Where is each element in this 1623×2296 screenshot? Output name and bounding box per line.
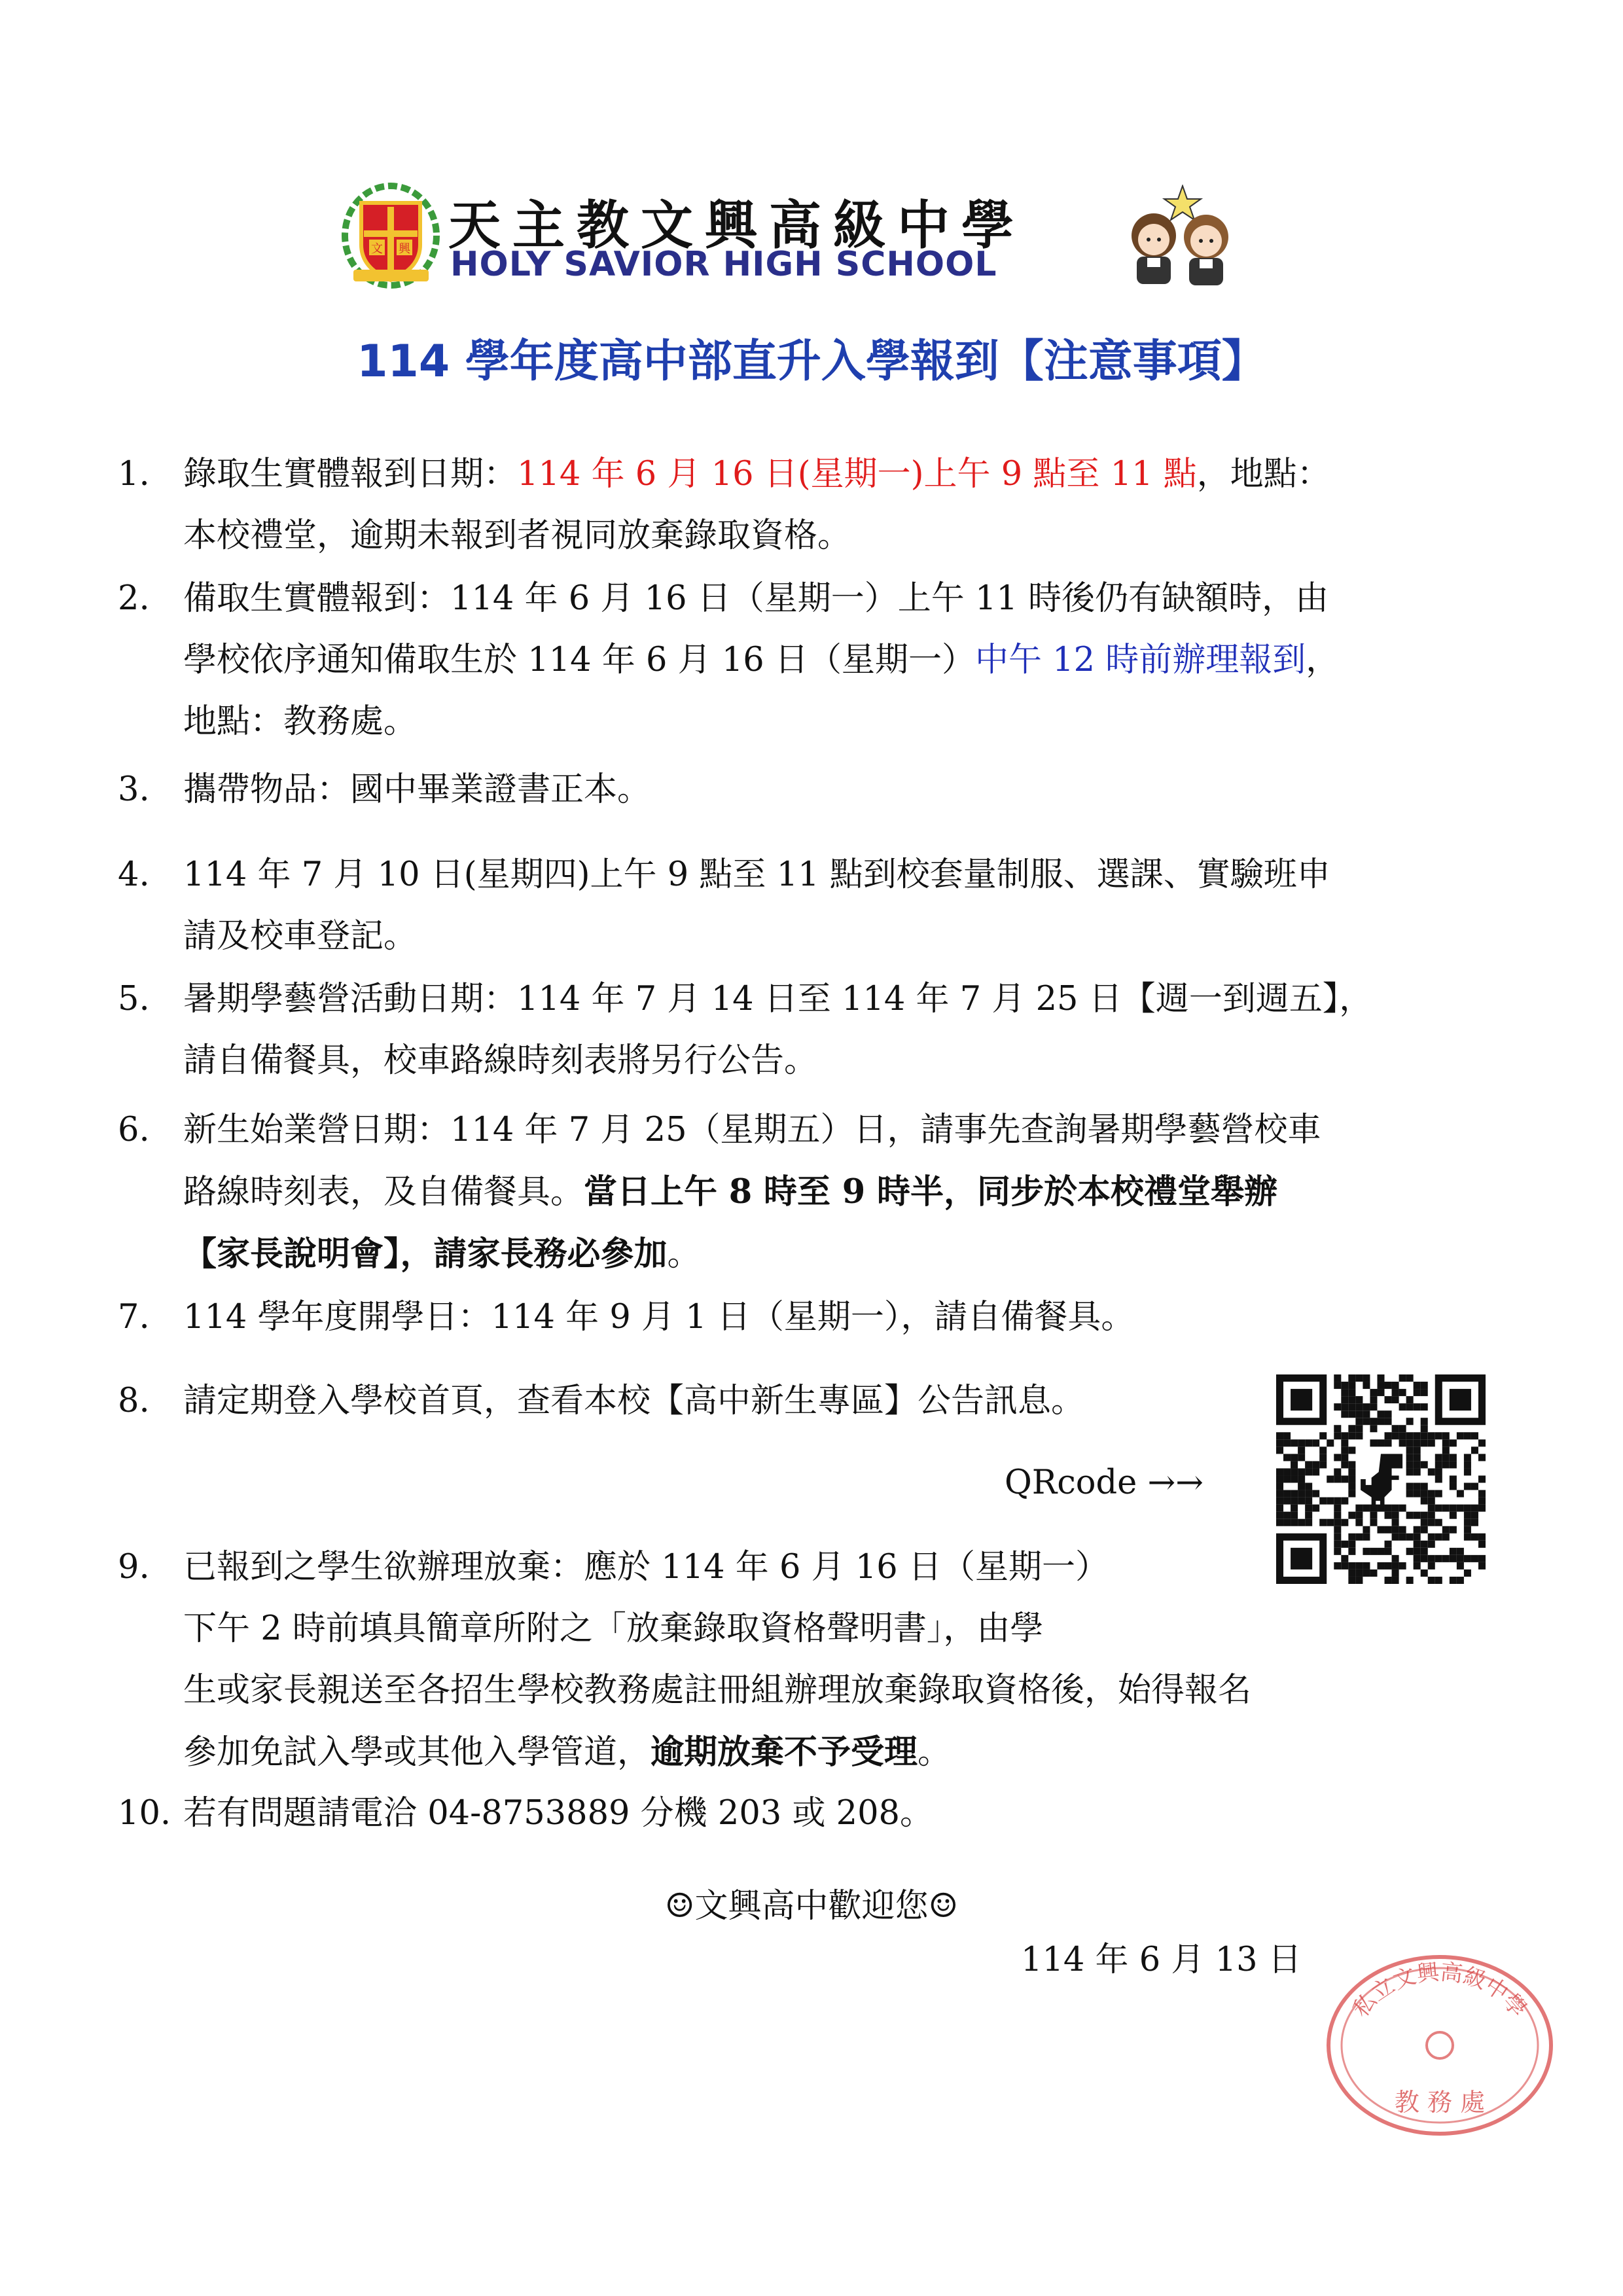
welcome-message: ☺文興高中歡迎您☺ (664, 1887, 959, 1926)
highlight-bold: 【家長說明會】，請家長務必參加 (183, 1234, 668, 1274)
item-text: 錄取生實體報到日期： (183, 455, 518, 493)
item-number: 10. (118, 1794, 171, 1833)
item-text: 。 (667, 1235, 701, 1274)
highlight-bold: 當日上午 8 時至 9 時半，同步於本校禮堂舉辦 (584, 1172, 1278, 1211)
item-number: 5. (118, 980, 150, 1018)
item-text: 。 (918, 1733, 952, 1772)
item-number: 1. (118, 455, 150, 493)
item-text: 暑期學藝營活動日期：114 年 7 月 14 日至 114 年 7 月 25 日【週一到週五】， (183, 980, 1373, 1018)
item-text: 請自備餐具，校車路線時刻表將另行公告。 (183, 1041, 818, 1080)
school-crest-logo (340, 178, 442, 289)
mascot-illustration (1122, 185, 1240, 289)
item-text: ，地點： (1196, 455, 1330, 493)
item-number: 6. (118, 1111, 150, 1149)
item-number: 8. (118, 1382, 150, 1420)
item-number: 7. (118, 1298, 150, 1336)
issue-date: 114 年 6 月 13 日 (1021, 1941, 1302, 1979)
item-number: 3. (118, 770, 150, 809)
item-text: 備取生實體報到：114 年 6 月 16 日（星期一）上午 11 時後仍有缺額時，由 (183, 579, 1329, 618)
item-text: 參加免試入學或其他入學管道， (183, 1733, 651, 1772)
item-text: 新生始業營日期：114 年 7 月 25（星期五）日，請事先查詢暑期學藝營校車 (183, 1111, 1321, 1149)
item-text: 攜帶物品：國中畢業證書正本。 (183, 770, 651, 809)
highlight-date-red: 114 年 6 月 16 日(星期一)上午 9 點至 11 點 (517, 455, 1197, 493)
item-text: 生或家長親送至各招生學校教務處註冊組辦理放棄錄取資格後，始得報名 (183, 1671, 1252, 1710)
item-text: 114 年 7 月 10 日(星期四)上午 9 點至 11 點到校套量制服、選課、實驗班申 (183, 855, 1330, 894)
item-text: 若有問題請電洽 04-8753889 分機 203 或 208。 (183, 1794, 934, 1833)
item-text: ， (1306, 641, 1340, 679)
crest-char-right: 興 (399, 242, 410, 256)
item-text: 請及校車登記。 (183, 917, 418, 956)
crest-char-left: 文 (371, 242, 383, 256)
seal-bottom-text: 教 務 處 (1394, 2088, 1486, 2117)
highlight-time-blue: 中午 12 時前辦理報到 (974, 641, 1306, 679)
item-number: 2. (118, 579, 150, 618)
item-text: 路線時刻表，及自備餐具。 (183, 1173, 584, 1211)
notice-title: 114 學年度高中部直升入學報到【注意事項】 (357, 336, 1266, 387)
item-text: 本校禮堂，逾期未報到者視同放棄錄取資格。 (183, 516, 851, 555)
item-number: 9. (118, 1548, 150, 1587)
office-seal-stamp (1315, 1947, 1564, 2144)
item-text: 114 學年度開學日：114 年 9 月 1 日（星期一），請自備餐具。 (183, 1298, 1135, 1336)
school-name-english: HOLY SAVIOR HIGH SCHOOL (450, 245, 997, 284)
item-text: 地點：教務處。 (183, 702, 418, 741)
item-text: 已報到之學生欲辦理放棄：應於 114 年 6 月 16 日（星期一） (183, 1548, 1109, 1587)
item-text: 下午 2 時前填具簡章所附之「放棄錄取資格聲明書」，由學 (183, 1609, 1044, 1648)
highlight-bold: 逾期放棄不予受理 (651, 1732, 918, 1772)
school-name-chinese: 天主教文興高級中學 (448, 195, 1026, 256)
qrcode-label: QRcode →→ (1005, 1463, 1204, 1502)
seal-top-text: 私立文興高級中學 (1347, 1959, 1532, 2022)
item-text: 學校依序通知備取生於 114 年 6 月 16 日（星期一） (183, 641, 975, 679)
item-number: 4. (118, 855, 150, 894)
school-header (340, 178, 1270, 289)
item-text: 請定期登入學校首頁，查看本校【高中新生專區】公告訊息。 (183, 1382, 1085, 1420)
